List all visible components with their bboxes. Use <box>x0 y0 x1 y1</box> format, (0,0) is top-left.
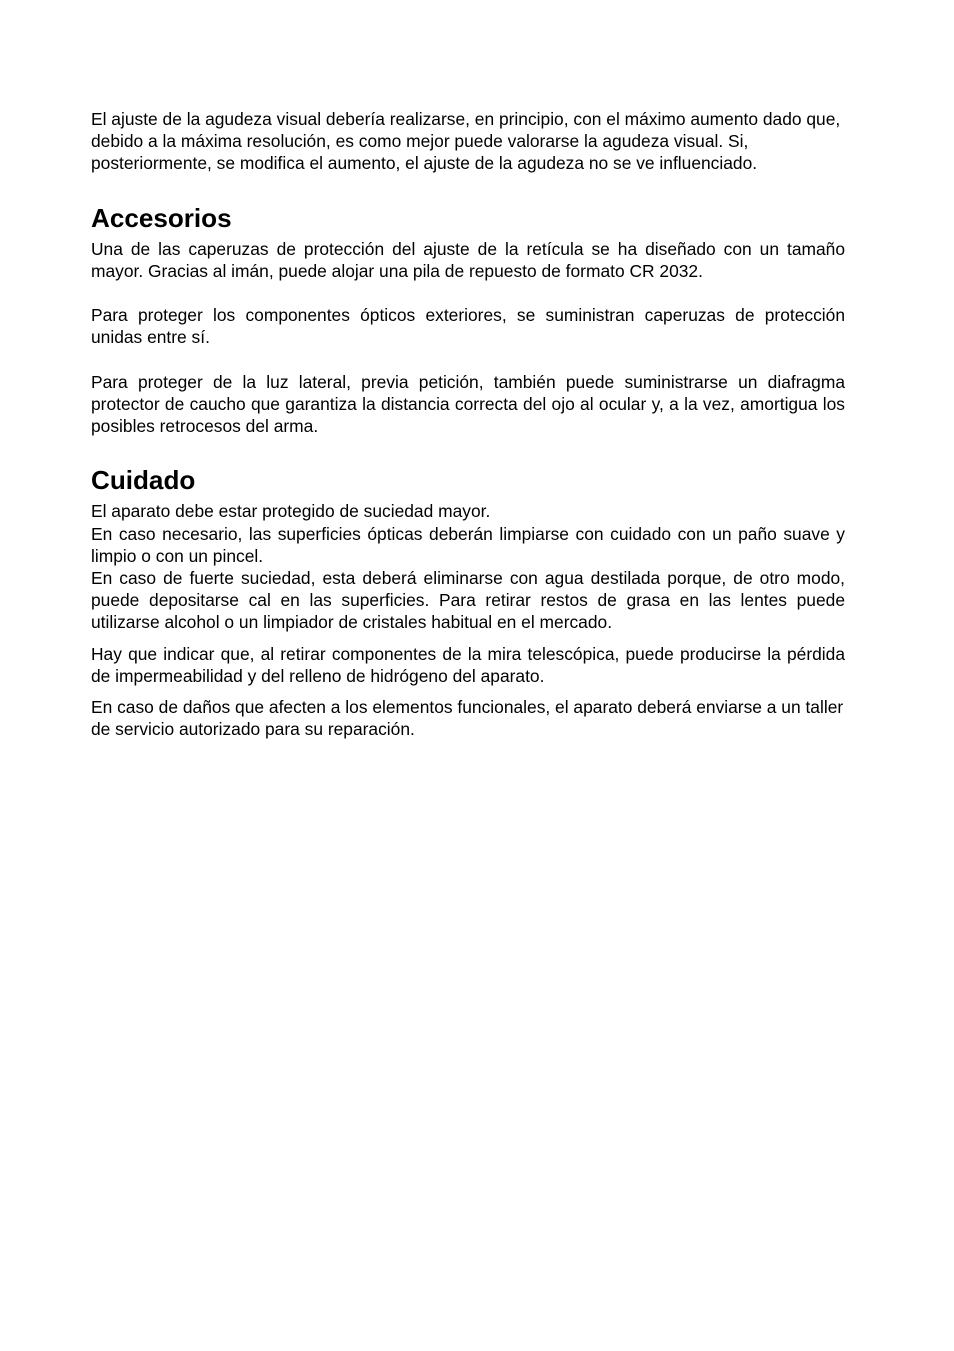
accesorios-paragraph-2: Para proteger los componentes ópticos exteriores, se suministran caperuzas de protección unidas entre sí. <box>91 305 845 348</box>
cuidado-line-2: En caso necesario, las superficies ópticas deberán limpiarse con cuidado con un paño suave y limpio o con un pincel. <box>91 523 845 566</box>
cuidado-line-1: El aparato debe estar protegido de suciedad mayor. <box>91 501 491 522</box>
intro-paragraph: El ajuste de la agudeza visual debería realizarse, en principio, con el máximo aumento dado que, debido a la máxima resolución, es como mejor puede valorarse la agudeza visual. Si, posteriormente, se modifica el aumento, el ajuste de la agudeza no se ve influenciado. <box>91 109 841 174</box>
cuidado-line-3: En caso de fuerte suciedad, esta deberá eliminarse con agua destilada porque, de otro modo, puede depositarse cal en las superficies. Para retirar restos de grasa en las lentes puede utilizarse alcohol o un limpiador de cristales habitual en el mercado. <box>91 568 845 633</box>
cuidado-paragraph-1: Hay que indicar que, al retirar componentes de la mira telescópica, puede producirse la pérdida de impermeabilidad y del relleno de hidrógeno del aparato. <box>91 643 845 686</box>
section-heading-accesorios: Accesorios <box>91 202 232 233</box>
document-page <box>91 108 845 740</box>
section-heading-cuidado: Cuidado <box>91 465 196 496</box>
accesorios-paragraph-1: Una de las caperuzas de protección del ajuste de la retícula se ha diseñado con un tamaño mayor. Gracias al imán, puede alojar una pila de repuesto de formato CR 2032. <box>91 238 845 282</box>
section-cuidado <box>91 465 845 740</box>
cuidado-paragraph-2: En caso de daños que afecten a los elementos funcionales, el aparato deberá enviarse a un taller de servicio autorizado para su reparación. <box>91 697 844 740</box>
section-accesorios <box>91 202 845 438</box>
accesorios-paragraph-3: Para proteger de la luz lateral, previa petición, también puede suministrarse un diafragma protector de caucho que garantiza la distancia correcta del ojo al ocular y, a la vez, amortigua los posibles retrocesos del arma. <box>91 371 845 437</box>
